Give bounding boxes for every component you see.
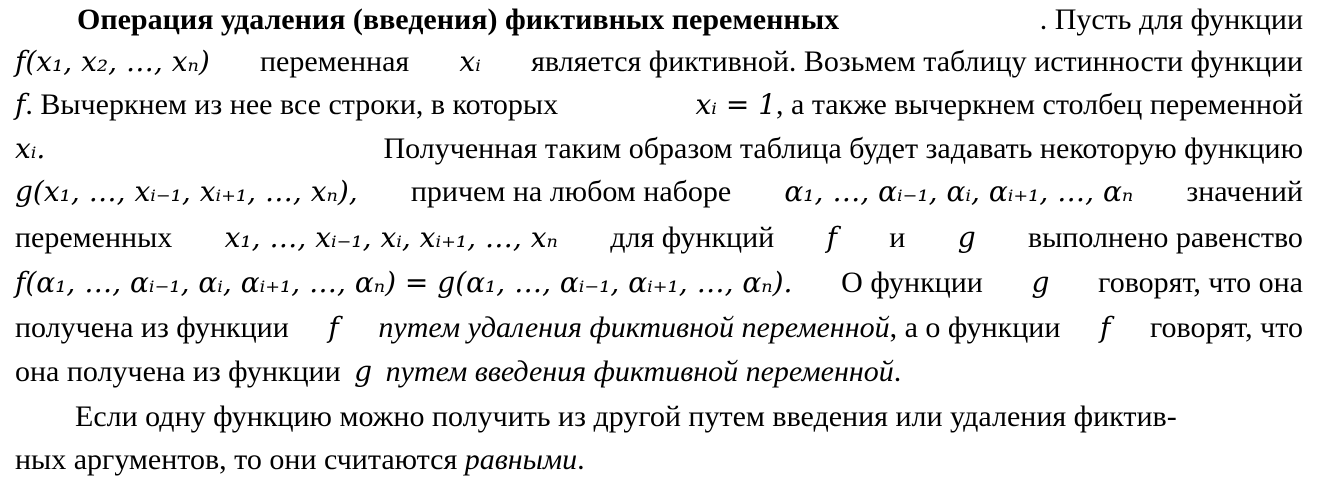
text-line-1 bbox=[77, 0, 1303, 40]
text-fragment: выполнено равенство bbox=[1027, 221, 1303, 254]
text-fragment: . bbox=[893, 355, 902, 388]
text-fragment: . Пусть для функции bbox=[1039, 3, 1303, 36]
text-fragment: она получена из функции bbox=[15, 355, 341, 388]
math-xi: xᵢ bbox=[459, 45, 481, 78]
math-variables: x₁, …, xᵢ₋₁, xᵢ, xᵢ₊₁, …, xₙ bbox=[224, 221, 558, 254]
math-equality: f(α₁, …, αᵢ₋₁, αᵢ, αᵢ₊₁, …, αₙ) = g(α₁, …, αᵢ₋₁, αᵢ₊₁, …, αₙ). bbox=[15, 266, 793, 299]
text-fragment: получена из функции bbox=[15, 311, 289, 344]
math-f: f bbox=[328, 311, 339, 344]
text-fragment: ных аргументов, то они считаются bbox=[15, 443, 458, 476]
text-fragment: является фиктивной. Возьмем таблицу истинности функции bbox=[531, 45, 1303, 78]
text-fragment: , а о функции bbox=[889, 311, 1061, 344]
text-fragment: и bbox=[889, 221, 906, 254]
text-fragment: О функции bbox=[841, 266, 983, 299]
text-fragment: Если одну функцию можно получить из другой путем введения или удаления фиктив- bbox=[75, 400, 1177, 433]
math-f-of-x: f(x₁, x₂, …, xₙ) bbox=[15, 45, 210, 78]
text-fragment: Полученная таким образом таблица будет задавать некоторую функцию bbox=[383, 132, 1303, 165]
text-fragment: говорят, что bbox=[1149, 311, 1303, 344]
text-fragment: . Вычеркнем из нее все строки, в которых bbox=[25, 88, 559, 121]
text-fragment: значений bbox=[1186, 175, 1303, 208]
term-operation-bold: Операция удаления (введения) фиктивных переменных bbox=[77, 3, 840, 36]
text-line-11 bbox=[15, 440, 1303, 480]
text-group bbox=[378, 308, 1060, 348]
text-fragment: , а также вычеркнем столбец переменной bbox=[776, 88, 1303, 121]
text-fragment: . bbox=[577, 443, 585, 476]
text-fragment: переменных bbox=[15, 221, 173, 254]
text-group bbox=[696, 85, 1303, 125]
text-line-7 bbox=[15, 263, 1303, 303]
math-f: f bbox=[15, 88, 26, 121]
math-f: f bbox=[826, 221, 837, 254]
math-g: g bbox=[354, 355, 373, 388]
text-line-3 bbox=[15, 85, 1303, 125]
term-removal-italic: путем удаления фиктивной переменной bbox=[378, 311, 890, 344]
math-g-of-x: g(x₁, …, xᵢ₋₁, xᵢ₊₁, …, xₙ), bbox=[15, 175, 358, 208]
text-fragment: говорят, что она bbox=[1098, 266, 1303, 299]
math-xi-equals-1: xᵢ = 1 bbox=[695, 88, 777, 121]
text-line-6 bbox=[15, 218, 1303, 258]
text-line-10 bbox=[75, 397, 1303, 437]
text-line-5 bbox=[15, 172, 1303, 212]
text-line-9 bbox=[15, 352, 1303, 392]
text-line-4 bbox=[15, 129, 1303, 169]
math-alpha-set: α₁, …, αᵢ₋₁, αᵢ, αᵢ₊₁, …, αₙ bbox=[784, 175, 1134, 208]
text-line-8 bbox=[15, 308, 1303, 348]
text-fragment: переменная bbox=[260, 45, 410, 78]
math-g: g bbox=[1031, 266, 1050, 299]
text-fragment: для функций bbox=[610, 221, 775, 254]
math-g: g bbox=[957, 221, 976, 254]
math-f: f bbox=[1100, 311, 1111, 344]
term-equal-italic: равными bbox=[464, 443, 578, 476]
math-xi-period: xᵢ. bbox=[15, 132, 46, 165]
term-introduction-italic: путем введения фиктивной переменной bbox=[385, 355, 894, 388]
text-fragment: причем на любом наборе bbox=[410, 175, 732, 208]
text-group bbox=[15, 85, 558, 125]
text-line-2 bbox=[15, 42, 1303, 82]
